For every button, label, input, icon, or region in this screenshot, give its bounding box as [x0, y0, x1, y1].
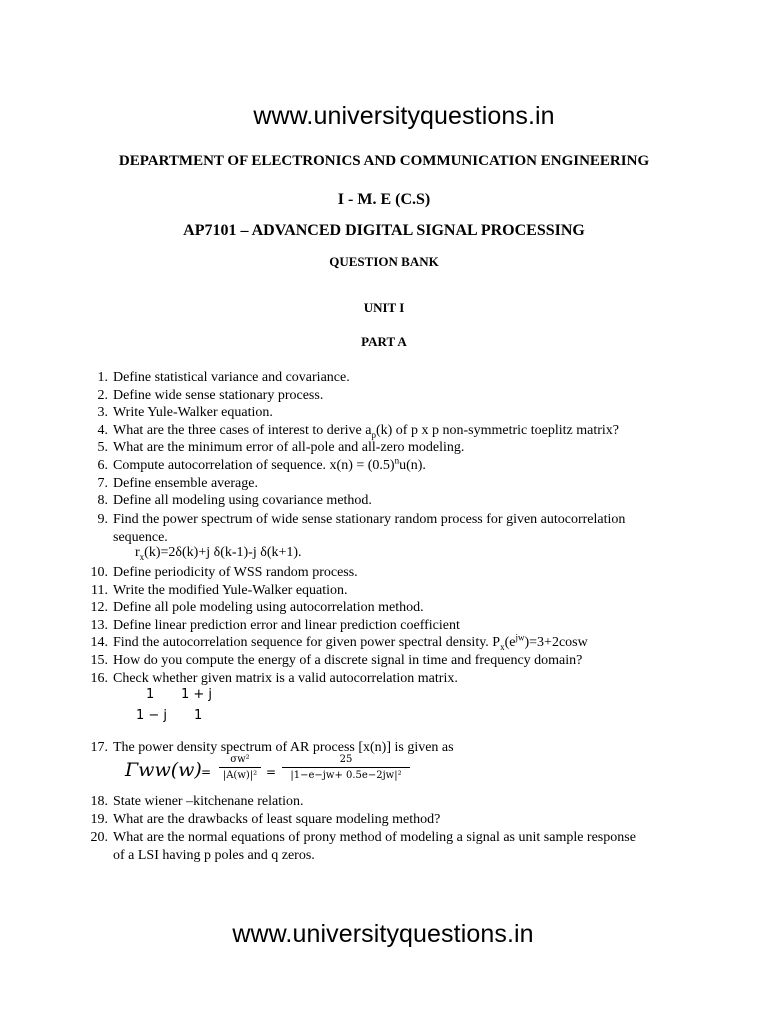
question-number: 14.: [90, 635, 108, 651]
question-text: Find the power spectrum of wide sense stationary random process for given autocorrelation: [113, 512, 626, 527]
question-text: Define all modeling using covariance method.: [113, 493, 372, 509]
question-text: State wiener –kitchenane relation.: [113, 794, 304, 809]
psd-fraction-1: σw² |A(w)|²: [219, 753, 261, 784]
question-number: 10.: [90, 565, 108, 580]
subject-heading: AP7101 – ADVANCED DIGITAL SIGNAL PROCESSING: [183, 222, 585, 239]
question-text: Define statistical variance and covariance.: [113, 370, 350, 385]
unit-heading: UNIT I: [363, 300, 405, 315]
question-text-continuation: of a LSI having p poles and q zeros.: [113, 848, 315, 863]
question-text: What are the normal equations of prony method of modeling a signal as unit sample response: [113, 830, 636, 845]
psd-fraction-2: 25 |1−e−jw+ 0.5e−2jw|²: [282, 753, 410, 784]
question-number: 9.: [97, 512, 108, 527]
equals-sign: =: [266, 765, 277, 779]
psd-lhs: Γww(w): [125, 759, 202, 781]
question-text: Find the autocorrelation sequence for given power spectral density. $P_x(e^{jw})=3+2\cos w$: [113, 632, 588, 653]
question-number: 7.: [97, 475, 108, 491]
matrix-cell: 1: [146, 687, 155, 702]
question-text-continuation: sequence.: [113, 530, 168, 545]
question-number: 13.: [90, 617, 108, 633]
equals-sign: =: [201, 765, 212, 779]
question-number: 16.: [90, 670, 108, 686]
question-text: How do you compute the energy of a discrete signal in time and frequency domain?: [113, 653, 583, 668]
course-heading: I - M. E (C.S): [337, 191, 431, 208]
department-heading: DEPARTMENT OF ELECTRONICS AND COMMUNICATION ENGINEERING: [118, 153, 650, 169]
question-text: What are the minimum error of all-pole and all-zero modeling.: [113, 440, 465, 456]
power-spectrum-equation: [125, 753, 425, 793]
question-text: Define all pole modeling using autocorrelation method.: [113, 600, 424, 616]
question-text: Define ensemble average.: [113, 475, 258, 491]
question-number: 5.: [97, 440, 108, 456]
autocorrelation-formula: $r_x(k)=2\delta(k)+j$ δ(k-1)-j δ(k+1).: [135, 545, 302, 562]
question-number: 20.: [90, 830, 108, 845]
question-text: What are the three cases of interest to derive $a_p(k)$ of p x p non-symmetric toeplitz matrix?: [113, 422, 619, 440]
question-number: 17.: [90, 740, 108, 755]
matrix-cell: 1 − j: [136, 708, 168, 723]
question-number: 15.: [90, 653, 108, 668]
question-number: 18.: [90, 794, 108, 809]
part-heading: PART A: [361, 334, 407, 349]
question-text: Define periodicity of WSS random process.: [113, 565, 358, 580]
question-number: 11.: [91, 582, 108, 598]
question-text: Check whether given matrix is a valid autocorrelation matrix.: [113, 670, 458, 686]
matrix-cell: 1: [194, 708, 203, 723]
question-number: 1.: [97, 370, 108, 385]
question-number: 3.: [97, 405, 108, 421]
question-text: Write Yule-Walker equation.: [113, 405, 273, 421]
question-number: 2.: [97, 387, 108, 403]
question-text: Define linear prediction error and linear prediction coefficient: [113, 617, 460, 633]
question-text: Compute autocorrelation of sequence. $x(n) = (0.5)^nu(n)$.: [113, 455, 426, 473]
question-number: 6.: [97, 458, 108, 473]
question-text: The power density spectrum of AR process [x(n)] is given as: [113, 740, 454, 755]
question-number: 4.: [97, 422, 108, 438]
question-text: Define wide sense stationary process.: [113, 387, 324, 403]
header-site-url: www.universityquestions.in: [253, 102, 555, 130]
question-bank-heading: QUESTION BANK: [329, 254, 439, 269]
question-text: Write the modified Yule-Walker equation.: [113, 582, 348, 598]
question-text: What are the drawbacks of least square modeling method?: [113, 811, 441, 827]
question-number: 12.: [90, 600, 108, 616]
footer-site-url: www.universityquestions.in: [232, 920, 534, 948]
question-number: 8.: [97, 493, 108, 509]
autocorrelation-matrix: [130, 687, 230, 727]
matrix-cell: 1 + j: [181, 687, 213, 702]
question-number: 19.: [90, 811, 108, 827]
